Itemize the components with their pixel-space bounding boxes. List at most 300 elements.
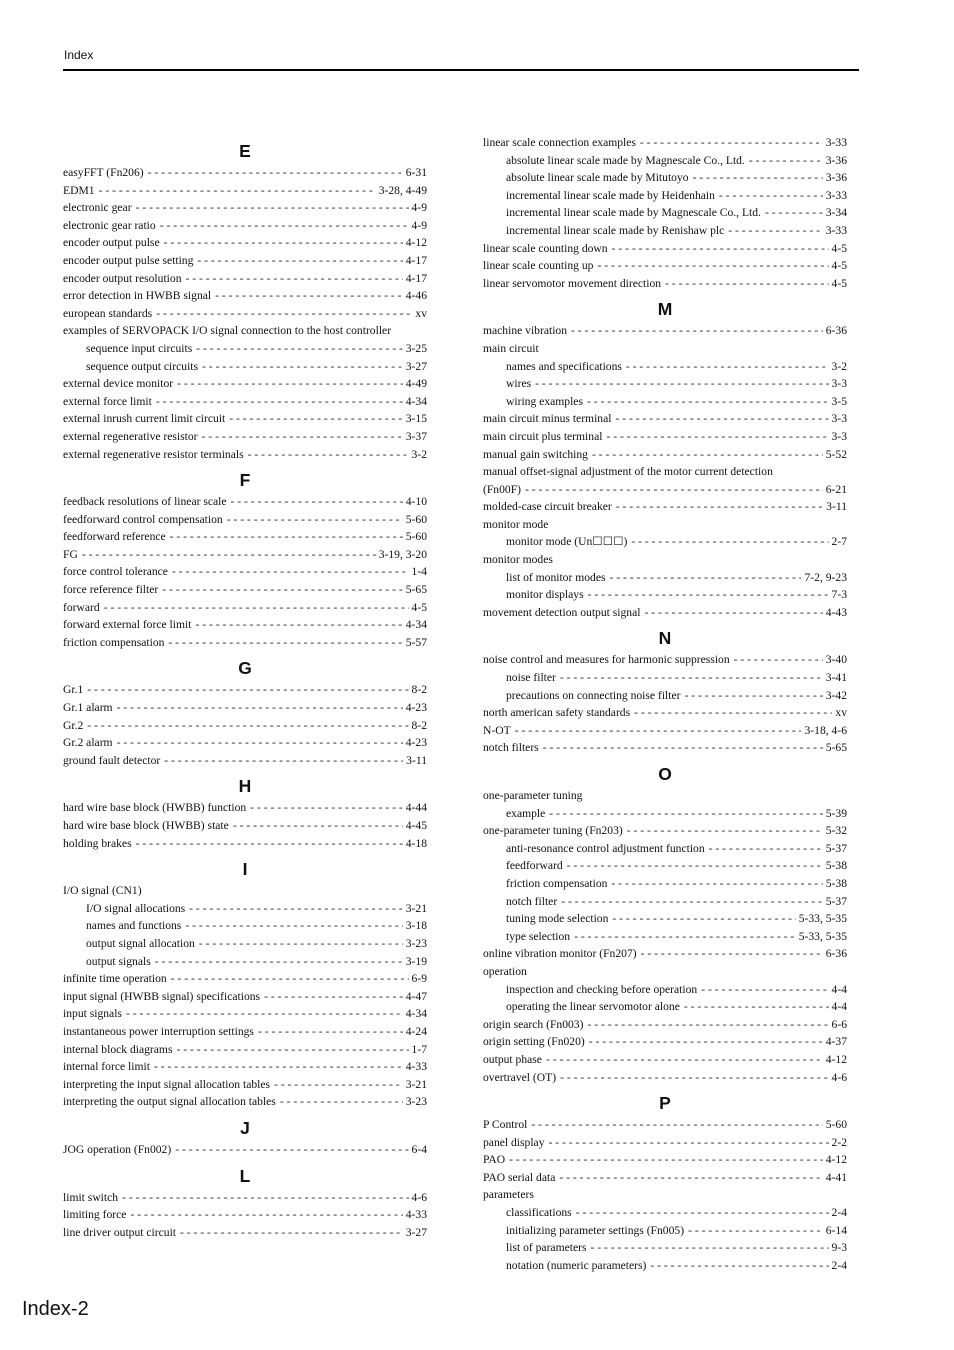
entry-page-ref: 6-36 [825,947,847,961]
entry-page-ref: 4-12 [825,1052,847,1066]
index-entry [483,257,847,275]
entry-term: Gr.2 alarm [63,736,113,750]
index-section [63,468,427,651]
entry-page-ref: 3-2 [411,447,427,461]
dot-leader [611,875,822,893]
entry-page-ref: 3-15 [405,412,427,426]
index-entry [63,1206,427,1224]
entry-term: input signals [63,1007,122,1021]
dot-leader [561,893,823,911]
index-subentry [483,910,847,928]
dot-leader [136,199,409,217]
entry-page-ref: 4-17 [405,253,427,267]
index-section [63,656,427,769]
entry-page-ref: 3-42 [825,688,847,702]
entry-page-ref: 3-23 [405,1095,427,1109]
index-subentry [63,935,427,953]
entry-page-ref: 5-60 [405,512,427,526]
index-entry [483,481,847,499]
index-subentry [483,687,847,705]
entry-term: FG [63,547,78,561]
index-subentry [483,358,847,376]
index-entry [63,634,427,652]
dot-leader [180,1224,403,1242]
entry-term: internal block diagrams [63,1042,173,1056]
entry-page-ref: 4-45 [405,819,427,832]
dot-leader [531,1116,822,1134]
index-entry [483,240,847,258]
index-entry [63,581,427,599]
dot-leader [186,270,403,288]
entry-term: holding brakes [63,836,132,850]
dot-leader [280,1093,403,1111]
entry-term: names and functions [86,919,182,933]
dot-leader [162,581,402,599]
index-entry [483,428,847,446]
index-section [63,1116,427,1159]
entry-page-ref: 8-2 [411,718,427,732]
entry-page-ref: 4-12 [825,1153,847,1167]
dot-leader [693,169,823,187]
entry-page-ref: 3-27 [405,1225,427,1239]
dot-leader [549,805,822,823]
entry-page-ref: 2-4 [831,1258,847,1272]
dot-leader [641,945,823,963]
dot-leader [535,375,828,393]
entry-page-ref: 3-2 [831,359,847,373]
entry-page-ref: 4-33 [405,1060,427,1074]
entry-page-ref: 4-37 [825,1035,847,1049]
index-entry [63,616,427,634]
index-subentry [483,875,847,893]
entry-term: list of monitor modes [506,570,606,584]
section-letter: J [240,1117,250,1138]
entry-term: encoder output pulse setting [63,253,194,267]
entry-term: interpreting the input signal allocation tables [63,1077,271,1091]
index-entry [63,599,427,617]
entry-page-ref: 3-5 [831,394,847,408]
entry-term: feedforward [506,859,563,873]
entry-term: electronic gear [63,201,132,215]
entry-term: operating the linear servomotor alone [506,1000,680,1014]
index-entry [483,1069,847,1087]
entry-term: linear scale connection examples [483,136,636,149]
dot-leader [543,739,823,757]
index-subentry [483,805,847,823]
dot-leader [231,493,403,511]
dot-leader [592,446,823,464]
entry-page-ref: 4-24 [405,1024,427,1038]
entry-page-ref: 4-23 [405,736,427,750]
dot-leader [587,393,829,411]
index-subentry [483,669,847,687]
index-entry [483,963,847,981]
index-entry [63,446,427,464]
entry-term: encoder output pulse [63,236,160,250]
dot-leader [172,563,409,581]
entry-term: incremental linear scale made by Magnescale Co., Ltd. [506,206,761,220]
section-letter: L [239,1165,251,1186]
dot-leader [571,322,823,340]
entry-page-ref: 3-3 [831,429,847,443]
entry-page-ref: 3-18 [405,919,427,933]
dot-leader [250,799,403,817]
dot-leader [258,1023,403,1041]
entry-term: movement detection output signal [483,605,641,619]
entry-term: one-parameter tuning (Fn203) [483,824,623,838]
entry-page-ref: 6-31 [405,166,427,179]
index-entry [63,563,427,581]
entry-page-ref: 3-3 [831,377,847,391]
index-entry [63,528,427,546]
entry-term: hard wire base block (HWBB) function [63,801,247,815]
entry-page-ref: 3-34 [825,206,847,220]
dot-leader [597,257,828,275]
entry-term: linear scale counting down [483,241,608,255]
index-subentry [483,393,847,411]
entry-term: PAO [483,1153,506,1167]
dot-leader [587,1016,828,1034]
index-entry [63,970,427,988]
entry-page-ref: 4-34 [405,618,427,632]
entry-term: classifications [506,1206,572,1220]
index-subentry [483,152,847,170]
index-entry [483,516,847,534]
dot-leader [122,1189,408,1207]
entry-term: Gr.1 [63,683,84,697]
entry-page-ref: 3-11 [826,500,847,514]
index-entry [63,1041,427,1059]
entry-page-ref: 4-5 [831,241,847,255]
dot-leader [749,152,823,170]
entry-page-ref: 5-38 [825,876,847,890]
dot-leader [612,910,795,928]
entry-page-ref: 3-41 [825,671,847,685]
index-entry [63,234,427,252]
entry-page-ref: 4-10 [405,495,427,509]
entry-page-ref: 2-2 [831,1135,847,1149]
entry-page-ref: 5-33, 5-35 [798,929,847,943]
dot-leader [195,616,402,634]
section-letter: N [658,628,672,649]
dot-leader [612,240,829,258]
dot-leader [177,375,403,393]
dot-leader [665,275,828,293]
entry-term: friction compensation [63,635,165,649]
entry-term: forward [63,600,100,614]
entry-term: linear scale counting up [483,259,594,273]
entry-page-ref: 4-6 [831,1070,847,1084]
dot-leader [126,1005,403,1023]
entry-term: limiting force [63,1208,127,1222]
index-entry [63,182,427,200]
entry-term: tuning mode selection [506,912,609,926]
entry-term: wires [506,377,532,391]
entry-page-ref: 3-33 [825,188,847,202]
index-entry [63,217,427,235]
dot-leader [185,917,402,935]
index-entry [63,164,427,182]
entry-page-ref: 4-46 [405,289,427,303]
dot-leader [559,1169,822,1187]
index-section [63,857,427,1111]
entry-page-ref: 3-18, 4-6 [804,723,847,737]
entry-page-ref: 4-44 [405,801,427,815]
entry-term: hard wire base block (HWBB) state [63,819,229,832]
entry-term: monitor modes [483,553,553,567]
entry-term: EDM1 [63,183,95,197]
dot-leader [560,1069,828,1087]
entry-term: machine vibration [483,324,568,338]
index-entry [63,1189,427,1207]
entry-term: names and specifications [506,359,622,373]
entry-term: operation [483,964,527,978]
entry-term: PAO serial data [483,1170,556,1184]
entry-page-ref: 6-4 [411,1142,427,1156]
index-entry [483,787,847,805]
entry-term: force control tolerance [63,565,168,579]
entry-term: I/O signal allocations [86,901,186,915]
entry-page-ref: 5-39 [825,806,847,820]
entry-term: input signal (HWBB signal) specifications [63,989,261,1003]
dot-leader [631,533,828,551]
section-letter: E [239,141,251,161]
section-letter: P [659,1093,671,1114]
entry-term: feedforward control compensation [63,512,223,526]
index-entry [63,511,427,529]
dot-leader [176,1041,408,1059]
entry-term: north american safety standards [483,706,631,720]
index-subentry [483,204,847,222]
entry-term: noise filter [506,671,556,685]
dot-leader [719,187,823,205]
entry-page-ref: 4-9 [411,201,427,215]
entry-term: JOG operation (Fn002) [63,1142,172,1156]
dot-leader [616,498,823,516]
entry-page-ref: 5-65 [405,583,427,597]
dot-leader [701,981,828,999]
dot-leader [650,1257,828,1275]
section-letter: F [239,470,251,491]
dot-leader [734,651,823,669]
dot-leader [567,857,823,875]
entry-term: one-parameter tuning [483,789,583,802]
dot-leader [155,953,403,971]
page-number: Index-2 [22,1298,89,1320]
dot-leader [765,204,823,222]
entry-page-ref: 5-38 [825,859,847,873]
dot-leader [709,840,823,858]
entry-page-ref: 5-37 [825,841,847,855]
entry-page-ref: 3-3 [831,412,847,426]
entry-page-ref: 3-33 [825,136,847,149]
entry-page-ref: 4-43 [825,605,847,619]
index-entry [63,305,427,323]
entry-term: monitor mode [483,517,549,531]
index-section [483,297,847,621]
entry-term: type selection [506,929,571,943]
entry-page-ref: 5-60 [405,530,427,544]
entry-term: (Fn00F) [483,482,522,496]
entry-term: instantaneous power interruption settings [63,1024,254,1038]
index-entry [63,1076,427,1094]
index-entry [63,1023,427,1041]
entry-term: monitor displays [506,588,584,602]
entry-page-ref: 1-7 [411,1042,427,1056]
index-section [63,139,427,463]
entry-page-ref: 5-37 [825,894,847,908]
entry-term: Gr.1 alarm [63,701,113,715]
entry-page-ref: 3-11 [406,753,427,767]
entry-term: electronic gear ratio [63,218,156,232]
entry-page-ref: 4-49 [405,377,427,391]
dot-leader [164,234,403,252]
dot-leader [168,634,402,652]
index-entry [63,1093,427,1111]
entry-term: P Control [483,1118,528,1132]
entry-page-ref: 3-36 [825,171,847,185]
index-entry [483,945,847,963]
entry-page-ref: 4-47 [405,989,427,1003]
entry-term: output phase [483,1052,542,1066]
entry-page-ref: 2-7 [831,535,847,549]
index-section [63,1164,427,1242]
dot-leader [549,1134,829,1152]
index-entry [483,1033,847,1051]
entry-page-ref: 4-23 [405,701,427,715]
index-entry [483,322,847,340]
dot-leader [229,410,402,428]
index-entry [483,551,847,569]
dot-leader [606,428,828,446]
index-subentry [483,222,847,240]
entry-page-ref: 3-19 [405,954,427,968]
index-entry [483,446,847,464]
index-entry [63,681,427,699]
entry-term: noise control and measures for harmonic suppression [483,653,730,667]
index-entry [63,734,427,752]
index-entry [63,322,427,340]
section-letter: I [242,859,248,880]
entry-term: parameters [483,1188,534,1202]
index-subentry [483,169,847,187]
dot-leader [227,511,403,529]
dot-leader [170,528,403,546]
dot-leader [175,1141,408,1159]
entry-page-ref: 8-2 [411,683,427,697]
index-section [483,1091,847,1274]
entry-term: easyFFT (Fn206) [63,166,144,179]
index-entry [483,1151,847,1169]
index-subentry [63,917,427,935]
dot-leader [627,822,823,840]
dot-leader [644,604,822,622]
index-subentry [483,586,847,604]
dot-leader [264,988,403,1006]
entry-term: encoder output resolution [63,271,182,285]
entry-term: feedforward reference [63,530,166,544]
dot-leader [615,410,828,428]
dot-leader [202,428,403,446]
dot-leader [640,134,823,152]
dot-leader [87,717,408,735]
entry-page-ref: 5-60 [825,1118,847,1132]
index-subentry [483,928,847,946]
entry-term: friction compensation [506,876,608,890]
entry-page-ref: 4-18 [405,836,427,850]
entry-page-ref: 1-4 [411,565,427,579]
dot-leader [99,182,376,200]
entry-page-ref: 4-5 [831,276,847,290]
entry-page-ref: xv [415,306,427,320]
entry-term: limit switch [63,1190,119,1204]
dot-leader [104,599,409,617]
entry-page-ref: 5-32 [825,824,847,838]
index-subentry [483,375,847,393]
entry-term: molded-case circuit breaker [483,500,612,514]
dot-leader [87,681,408,699]
index-subentry [483,1239,847,1257]
dot-leader [525,481,823,499]
entry-term: manual offset-signal adjustment of the motor current detection [483,465,773,479]
index-subentry [63,340,427,358]
dot-leader [728,222,822,240]
index-subentry [483,857,847,875]
dot-leader [610,569,802,587]
entry-page-ref: 4-4 [831,1000,847,1014]
index-entry [483,498,847,516]
dot-leader [688,1222,823,1240]
index-entry [483,410,847,428]
dot-leader [117,699,403,717]
entry-term: external force limit [63,394,152,408]
index-entry [63,988,427,1006]
index-entry [483,1186,847,1204]
entry-page-ref: 4-41 [825,1170,847,1184]
dot-leader [634,704,832,722]
dot-leader [156,305,412,323]
dot-leader [164,752,403,770]
entry-page-ref: 3-21 [405,1077,427,1091]
entry-term: origin setting (Fn020) [483,1035,585,1049]
entry-page-ref: 5-65 [825,741,847,755]
entry-page-ref: 4-4 [831,982,847,996]
entry-page-ref: 3-33 [825,223,847,237]
dot-leader [215,287,403,305]
entry-term: ground fault detector [63,753,161,767]
entry-term: output signal allocation [86,936,195,950]
dot-leader [196,340,402,358]
entry-term: absolute linear scale made by Magnescale Co., Ltd. [506,153,745,167]
index-subentry [483,981,847,999]
entry-term: I/O signal (CN1) [63,884,142,898]
entry-term: interpreting the output signal allocation tables [63,1095,276,1109]
dot-leader [576,1204,829,1222]
dot-leader [589,1033,823,1051]
entry-page-ref: 4-34 [405,394,427,408]
section-letter: O [658,764,672,784]
entry-term: overtravel (OT) [483,1070,557,1084]
entry-term: N-OT [483,723,511,737]
entry-term: panel display [483,1135,545,1149]
entry-page-ref: 4-9 [411,218,427,232]
entry-term: main circuit [483,341,539,355]
index-entry [63,752,427,770]
index-subentry [63,953,427,971]
index-entry [63,1141,427,1159]
dot-leader [233,817,403,835]
dot-leader [574,928,796,946]
